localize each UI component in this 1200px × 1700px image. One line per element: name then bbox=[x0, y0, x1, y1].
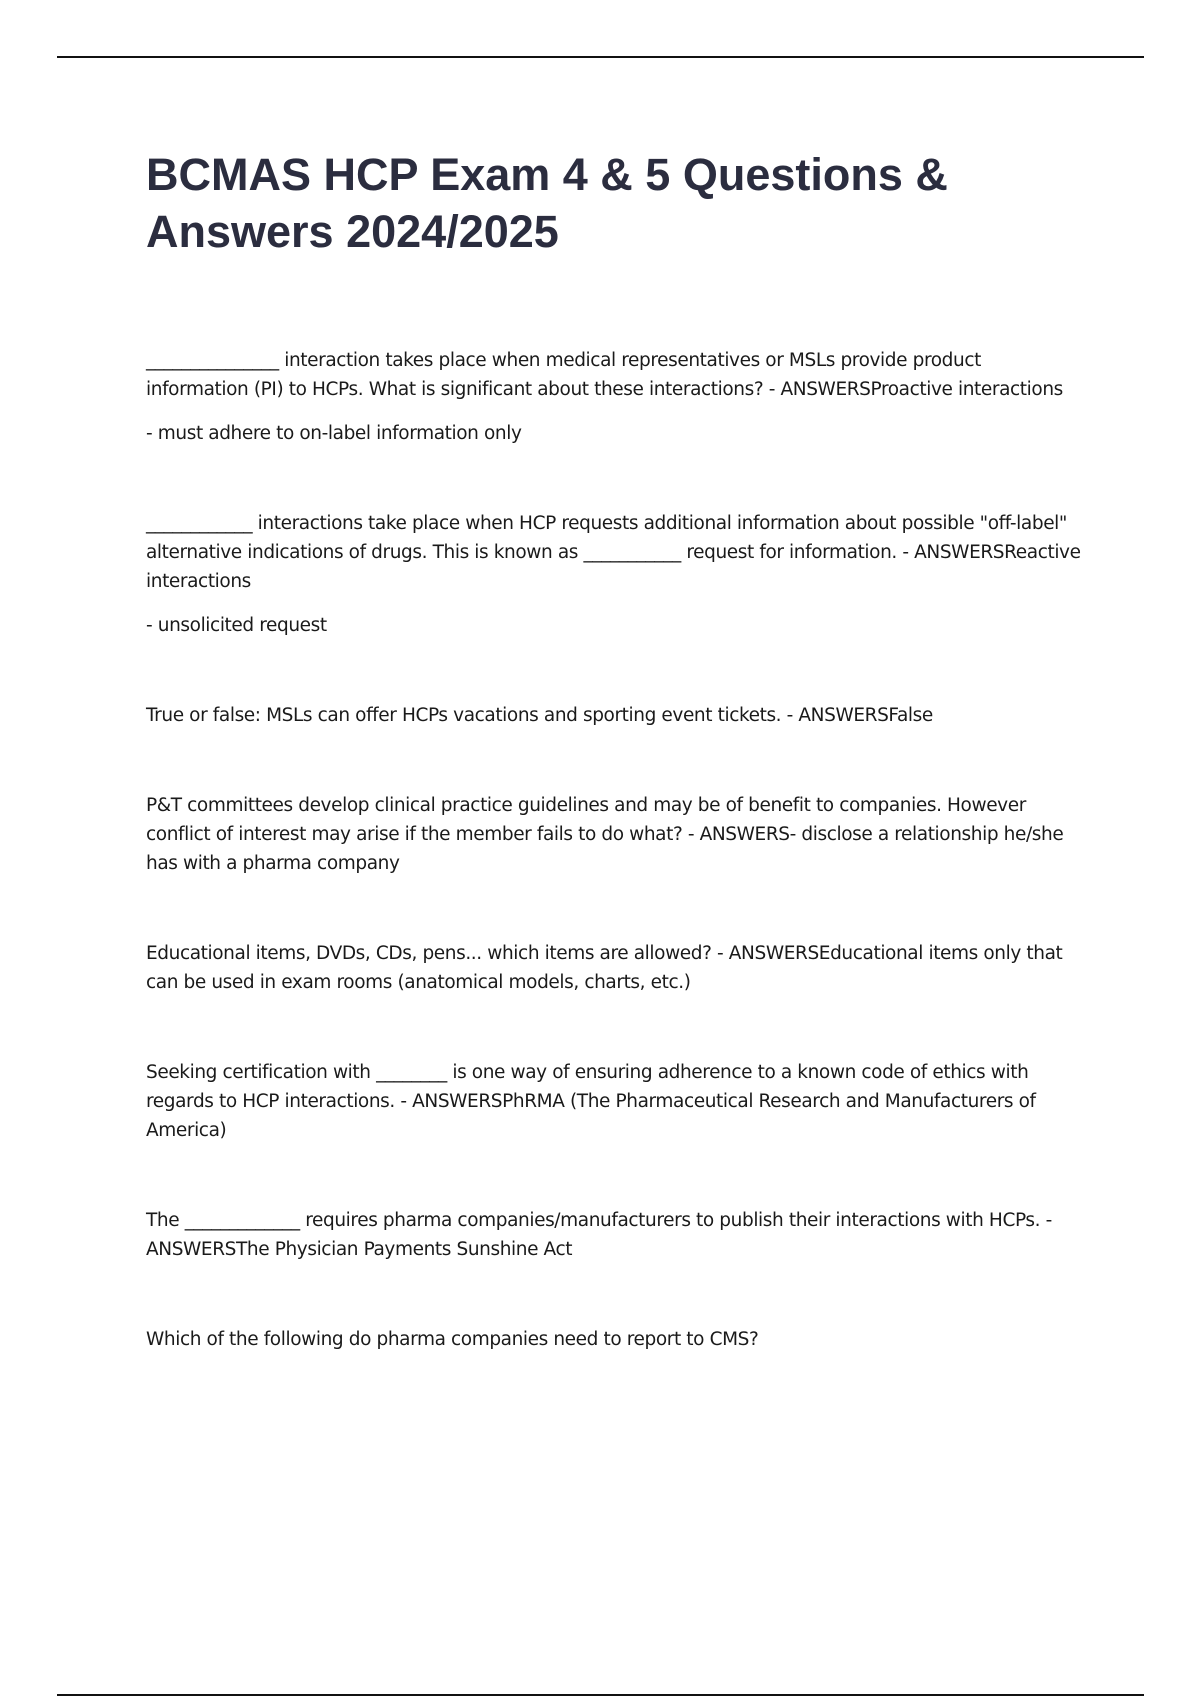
answer-extra: - must adhere to on-label information only bbox=[146, 423, 522, 444]
qa-list bbox=[146, 346, 1086, 1354]
question-text: True or false: MSLs can offer HCPs vacations and sporting event tickets. - ANSWERSFalse bbox=[146, 705, 933, 726]
qa-item bbox=[146, 1325, 1086, 1354]
answer-extra: - unsolicited request bbox=[146, 615, 327, 636]
question-text: The _____________ requires pharma companies/manufacturers to publish their interactions with HCPs. - ANSWERSThe Physician Payments Sunshine Act bbox=[146, 1210, 1052, 1260]
question-text: Educational items, DVDs, CDs, pens... which items are allowed? - ANSWERSEducational items only that can be used in exam rooms (anatomical models, charts, etc.) bbox=[146, 943, 1063, 993]
page-title: BCMAS HCP Exam 4 & 5 Questions & Answers 2024/2025 bbox=[146, 149, 948, 257]
qa-item bbox=[146, 1206, 1086, 1264]
qa-item bbox=[146, 346, 1086, 448]
question-text: _______________ interaction takes place when medical representatives or MSLs provide product information (PI) to HCPs. What is significant about these interactions? - ANSWERSProactive interactions bbox=[146, 350, 1063, 400]
question-text: P&T committees develop clinical practice guidelines and may be of benefit to companies. However conflict of interest may arise if the member fails to do what? - ANSWERS- disclose a relationship he/she has with a pharma company bbox=[146, 795, 1064, 874]
qa-item bbox=[146, 791, 1086, 878]
qa-item bbox=[146, 939, 1086, 997]
bottom-divider bbox=[57, 1694, 1144, 1696]
top-divider bbox=[57, 56, 1144, 58]
question-text: ____________ interactions take place when HCP requests additional information about possible "off-label" alternative indications of drugs. This is known as ___________ request for information. - ANSWERSReactive interactions bbox=[146, 513, 1081, 592]
question-text: Seeking certification with ________ is one way of ensuring adherence to a known code of ethics with regards to HCP interactions. - ANSWERSPhRMA (The Pharmaceutical Research and Manufacturers of America) bbox=[146, 1062, 1036, 1141]
qa-item bbox=[146, 509, 1086, 640]
qa-item bbox=[146, 701, 1086, 730]
qa-item bbox=[146, 1058, 1086, 1145]
question-text: Which of the following do pharma companies need to report to CMS? bbox=[146, 1329, 759, 1350]
